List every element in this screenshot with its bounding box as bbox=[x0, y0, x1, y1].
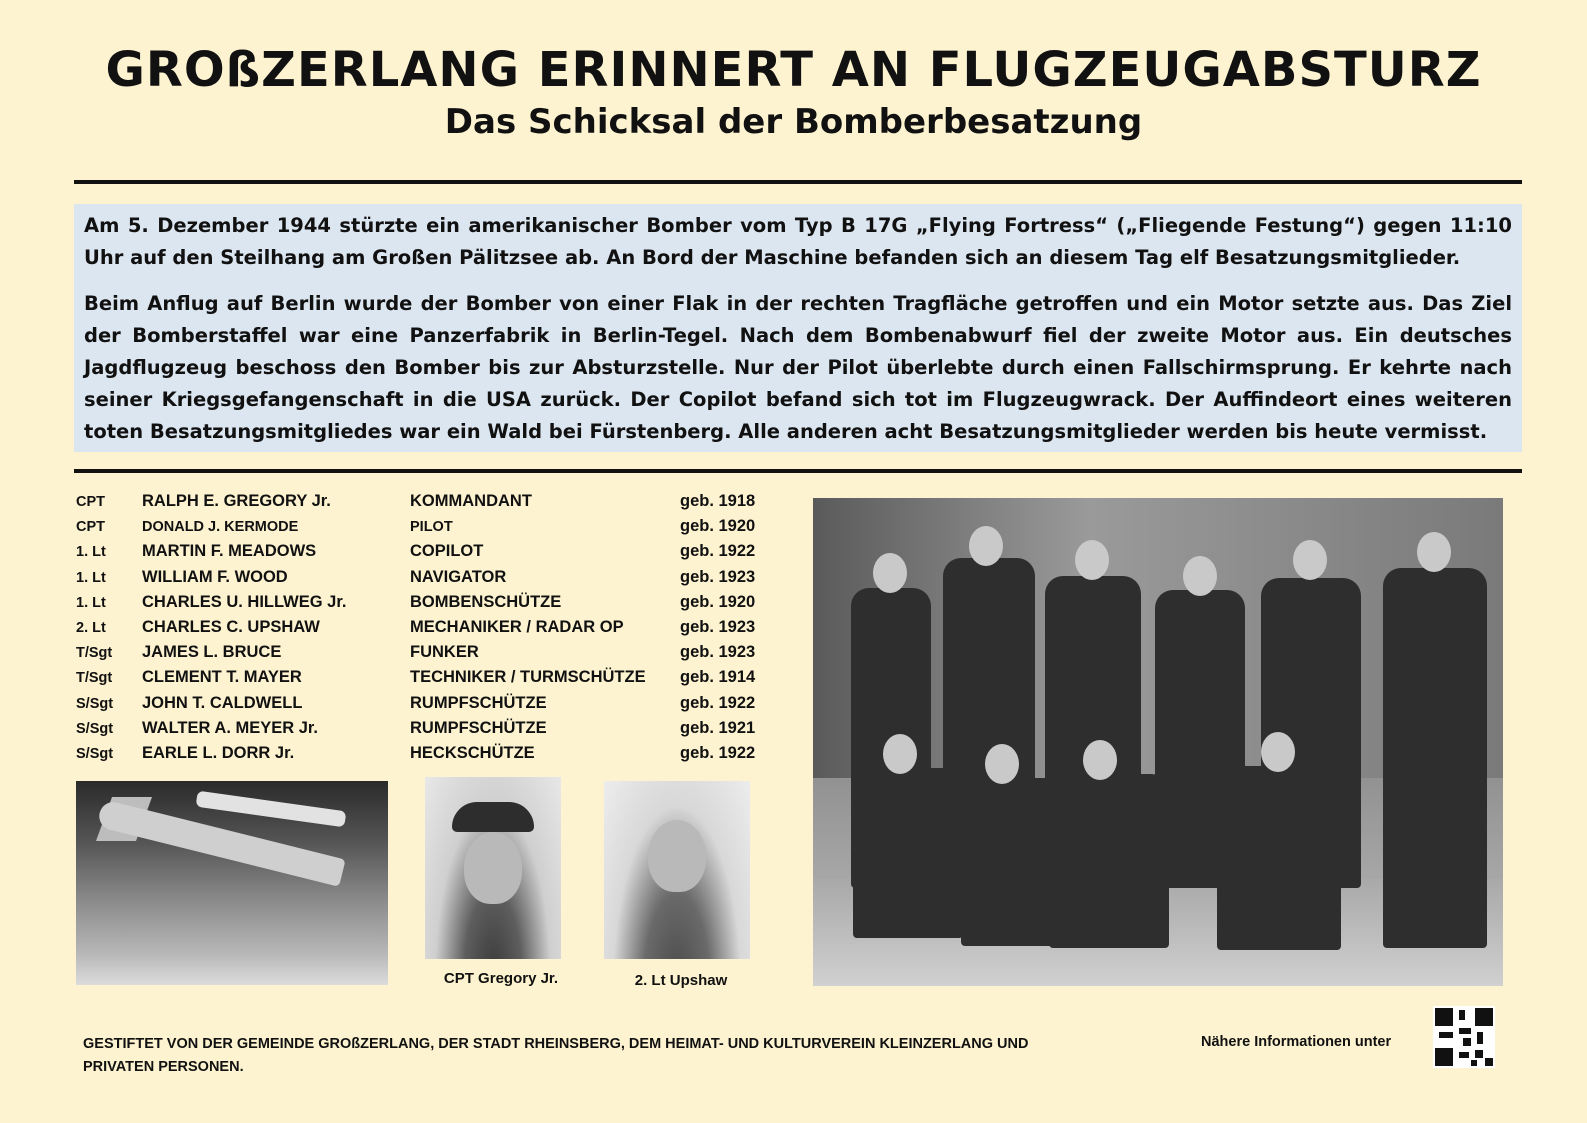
crew-rank: 1. Lt bbox=[76, 569, 106, 586]
crew-name: JOHN T. CALDWELL bbox=[142, 693, 303, 712]
donor-note: GESTIFTET VON DER GEMEINDE GROßZERLANG, DER STADT RHEINSBERG, DEM HEIMAT- UND KULTURVEREIN KLEINZERLANG UND PRIVATEN PERSONEN. bbox=[83, 1036, 1029, 1075]
crew-figure-head bbox=[1293, 540, 1327, 580]
crew-name: WILLIAM F. WOOD bbox=[142, 567, 288, 586]
more-info-label: Nähere Informationen unter bbox=[1201, 1034, 1392, 1050]
crew-role: TECHNIKER / TURMSCHÜTZE bbox=[410, 668, 646, 687]
crew-role: HECKSCHÜTZE bbox=[410, 743, 535, 762]
crew-figure-head bbox=[883, 734, 917, 774]
crew-rank: CPT bbox=[76, 519, 105, 536]
crew-rank: S/Sgt bbox=[76, 745, 114, 762]
crew-figure-head bbox=[1417, 532, 1451, 572]
crew-row bbox=[76, 568, 776, 593]
crew-rank: CPT bbox=[76, 494, 105, 510]
crew-row bbox=[76, 492, 776, 517]
crew-row bbox=[76, 618, 776, 643]
crew-row bbox=[76, 593, 776, 618]
crew-birth-year: geb. 1918 bbox=[680, 492, 756, 510]
crew-role: RUMPFSCHÜTZE bbox=[410, 718, 547, 737]
crew-birth-year: geb. 1923 bbox=[680, 617, 756, 636]
crew-birth-year: geb. 1914 bbox=[680, 668, 756, 687]
crew-figure-head bbox=[1183, 556, 1217, 596]
crew-figure-head bbox=[1075, 540, 1109, 580]
gregory-portrait-photo bbox=[425, 777, 561, 959]
bomber-photo bbox=[76, 781, 388, 985]
crew-role: PILOT bbox=[410, 519, 453, 536]
crew-role: COPILOT bbox=[410, 542, 484, 561]
portrait-cap bbox=[452, 802, 534, 832]
crew-row bbox=[76, 517, 776, 542]
crew-figure bbox=[1217, 766, 1341, 950]
crew-figure bbox=[853, 768, 963, 938]
crew-figure-head bbox=[1261, 732, 1295, 772]
page-subtitle: Das Schicksal der Bomberbesatzung bbox=[444, 102, 1143, 142]
crew-rank: S/Sgt bbox=[76, 720, 114, 737]
crew-name: MARTIN F. MEADOWS bbox=[142, 542, 317, 561]
crew-rank: T/Sgt bbox=[76, 645, 113, 662]
portrait-face bbox=[648, 820, 706, 892]
crew-birth-year: geb. 1922 bbox=[680, 693, 756, 712]
crew-rank: 2. Lt bbox=[76, 619, 106, 636]
top-divider bbox=[74, 180, 1522, 184]
gregory-caption: CPT Gregory Jr. bbox=[443, 970, 559, 987]
page-title: GROßZERLANG ERINNERT AN FLUGZEUGABSTURZ bbox=[105, 42, 1482, 98]
upshaw-portrait-photo bbox=[604, 781, 750, 959]
crew-figure-head bbox=[873, 553, 907, 593]
crew-name: RALPH E. GREGORY Jr. bbox=[142, 492, 331, 510]
middle-divider bbox=[74, 469, 1522, 473]
crew-role: RUMPFSCHÜTZE bbox=[410, 693, 547, 712]
qr-code[interactable] bbox=[1433, 1006, 1495, 1068]
crew-figure-head bbox=[1083, 740, 1117, 780]
intro-box bbox=[74, 204, 1522, 452]
crew-name: CHARLES U. HILLWEG Jr. bbox=[142, 592, 347, 611]
crew-birth-year: geb. 1920 bbox=[680, 592, 756, 611]
crew-role: NAVIGATOR bbox=[410, 567, 507, 586]
crew-name: JAMES L. BRUCE bbox=[142, 643, 282, 662]
crew-name: CHARLES C. UPSHAW bbox=[142, 617, 320, 636]
crew-birth-year: geb. 1920 bbox=[680, 517, 756, 536]
crew-figure-head bbox=[985, 744, 1019, 784]
crew-name: WALTER A. MEYER Jr. bbox=[142, 718, 319, 737]
bomber-wing bbox=[196, 791, 347, 828]
crew-name: DONALD J. KERMODE bbox=[142, 519, 299, 536]
crew-role: KOMMANDANT bbox=[410, 492, 532, 510]
crew-list bbox=[76, 492, 776, 769]
upshaw-caption: 2. Lt Upshaw bbox=[634, 972, 728, 989]
crew-role: MECHANIKER / RADAR OP bbox=[410, 617, 624, 636]
crew-row bbox=[76, 694, 776, 719]
crew-figure bbox=[1049, 774, 1169, 948]
crew-rank: 1. Lt bbox=[76, 594, 106, 611]
intro-paragraph-1: Am 5. Dezember 1944 stürzte ein amerikanischer Bomber vom Typ B 17G „Flying Fortress“ („Fliegende Festung“) gegen 11:10 Uhr auf den Steilhang am Großen Pälitzsee ab. An Bord der Maschine befanden sich an diesem Tag elf Besatzungsmitglieder. bbox=[84, 214, 1512, 269]
crew-birth-year: geb. 1922 bbox=[680, 542, 756, 561]
crew-figure bbox=[1383, 568, 1487, 948]
crew-rank: T/Sgt bbox=[76, 670, 113, 687]
crew-name: EARLE L. DORR Jr. bbox=[142, 743, 295, 762]
crew-row bbox=[76, 643, 776, 668]
crew-rank: 1. Lt bbox=[76, 544, 106, 561]
crew-rank: S/Sgt bbox=[76, 695, 114, 712]
crew-birth-year: geb. 1922 bbox=[680, 743, 756, 762]
crew-role: FUNKER bbox=[410, 643, 479, 662]
crew-row bbox=[76, 668, 776, 693]
crew-row bbox=[76, 719, 776, 744]
crew-birth-year: geb. 1923 bbox=[680, 567, 756, 586]
crew-group-photo bbox=[813, 498, 1503, 986]
crew-role: BOMBENSCHÜTZE bbox=[410, 592, 562, 611]
crew-birth-year: geb. 1921 bbox=[680, 718, 756, 737]
intro-paragraph-2: Beim Anflug auf Berlin wurde der Bomber von einer Flak in der rechten Tragfläche getroffen und ein Motor setzte aus. Das Ziel der Bomberstaffel war eine Panzerfabrik in Berlin-Tegel. Nach dem Bombenabwurf fiel der zweite Motor aus. Ein deutsches Jagdflugzeug beschoss den Bomber bis zur Absturzstelle. Nur der Pilot überlebte durch einen Fallschirmsprung. Er kehrte nach seiner Kriegsgefangenschaft in die USA zurück. Der Copilot befand sich tot im Flugzeugwrack. Der Auffindeort eines weiteren toten Besatzungsmitgliedes war ein Wald bei Fürstenberg. Alle anderen acht Besatzungsmitglieder werden bis heute vermisst. bbox=[84, 292, 1512, 443]
crew-name: CLEMENT T. MAYER bbox=[142, 668, 302, 687]
crew-birth-year: geb. 1923 bbox=[680, 643, 756, 662]
crew-figure-head bbox=[969, 526, 1003, 566]
portrait-face bbox=[464, 832, 522, 904]
crew-row bbox=[76, 744, 776, 769]
crew-row bbox=[76, 542, 776, 567]
